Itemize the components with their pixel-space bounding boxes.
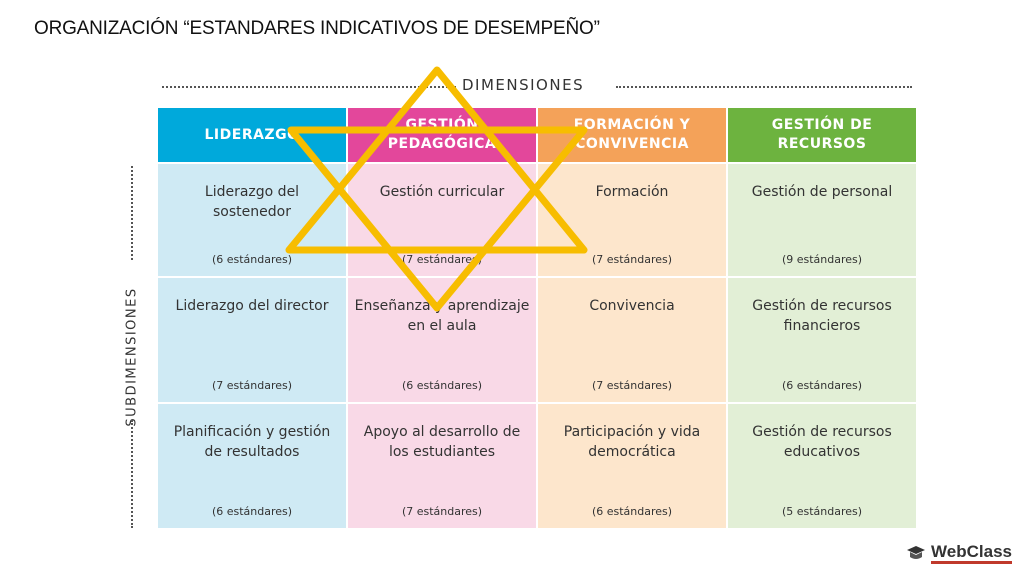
header-liderazgo: LIDERAZGO (158, 108, 346, 162)
cell-name: Gestión curricular (379, 184, 505, 200)
cell-count: (7 estándares) (401, 505, 483, 518)
cell-count: (6 estándares) (591, 505, 673, 518)
cell-count: (7 estándares) (401, 253, 483, 266)
cell-apoyo-estudiantes (348, 404, 536, 528)
header-gestion-recursos: GESTIÓN DE RECURSOS (728, 108, 916, 162)
cell-count: (5 estándares) (781, 505, 863, 518)
cell-name: Formación (595, 184, 669, 200)
cell-gestion-personal (728, 164, 916, 276)
cell-liderazgo-director (158, 278, 346, 402)
subdimensions-divider-bottom (131, 420, 133, 528)
cell-count: (6 estándares) (781, 379, 863, 392)
cell-count: (7 estándares) (591, 379, 673, 392)
cell-count: (6 estándares) (211, 505, 293, 518)
cell-count: (7 estándares) (211, 379, 293, 392)
cell-name: Participación y vida democrática (563, 424, 701, 460)
cell-count: (6 estándares) (211, 253, 293, 266)
cell-name: Gestión de personal (751, 184, 893, 200)
cell-formacion (538, 164, 726, 276)
page-title: ORGANIZACIÓN “ESTANDARES INDICATIVOS DE DESEMPEÑO” (34, 18, 600, 39)
cell-name: Enseñanza y aprendizaje en el aula (354, 298, 530, 334)
dimensions-label: DIMENSIONES (462, 76, 585, 94)
cell-name: Planificación y gestión de resultados (173, 424, 331, 460)
cell-planificacion (158, 404, 346, 528)
subdimensions-divider-top (131, 166, 133, 260)
dimensions-divider-left (162, 86, 456, 88)
cell-gestion-curricular (348, 164, 536, 276)
cell-participacion (538, 404, 726, 528)
cell-ensenanza-aprendizaje (348, 278, 536, 402)
cell-count: (7 estándares) (591, 253, 673, 266)
header-gestion-pedagogica: GESTIÓN PEDAGÓGICA (348, 108, 536, 162)
graduation-cap-icon (906, 545, 926, 563)
cell-name: Gestión de recursos financieros (752, 298, 892, 334)
header-formacion-convivencia: FORMACIÓN Y CONVIVENCIA (538, 108, 726, 162)
cell-name: Apoyo al desarrollo de los estudiantes (363, 424, 521, 460)
cell-count: (6 estándares) (401, 379, 483, 392)
cell-name: Liderazgo del director (175, 298, 329, 314)
cell-name: Convivencia (589, 298, 675, 314)
cell-name: Gestión de recursos educativos (752, 424, 892, 460)
cell-name: Liderazgo del sostenedor (204, 184, 300, 220)
cell-convivencia (538, 278, 726, 402)
cell-recursos-educativos (728, 404, 916, 528)
logo-text: WebClass (931, 543, 1012, 564)
subdimensions-label-box (120, 287, 144, 427)
cell-count: (9 estándares) (781, 253, 863, 266)
webclass-logo (906, 543, 1012, 564)
dimensions-divider-right (616, 86, 912, 88)
standards-grid (158, 108, 914, 530)
subdimensions-label: SUBDIMENSIONES (124, 287, 140, 427)
cell-recursos-financieros (728, 278, 916, 402)
cell-liderazgo-sostenedor (158, 164, 346, 276)
